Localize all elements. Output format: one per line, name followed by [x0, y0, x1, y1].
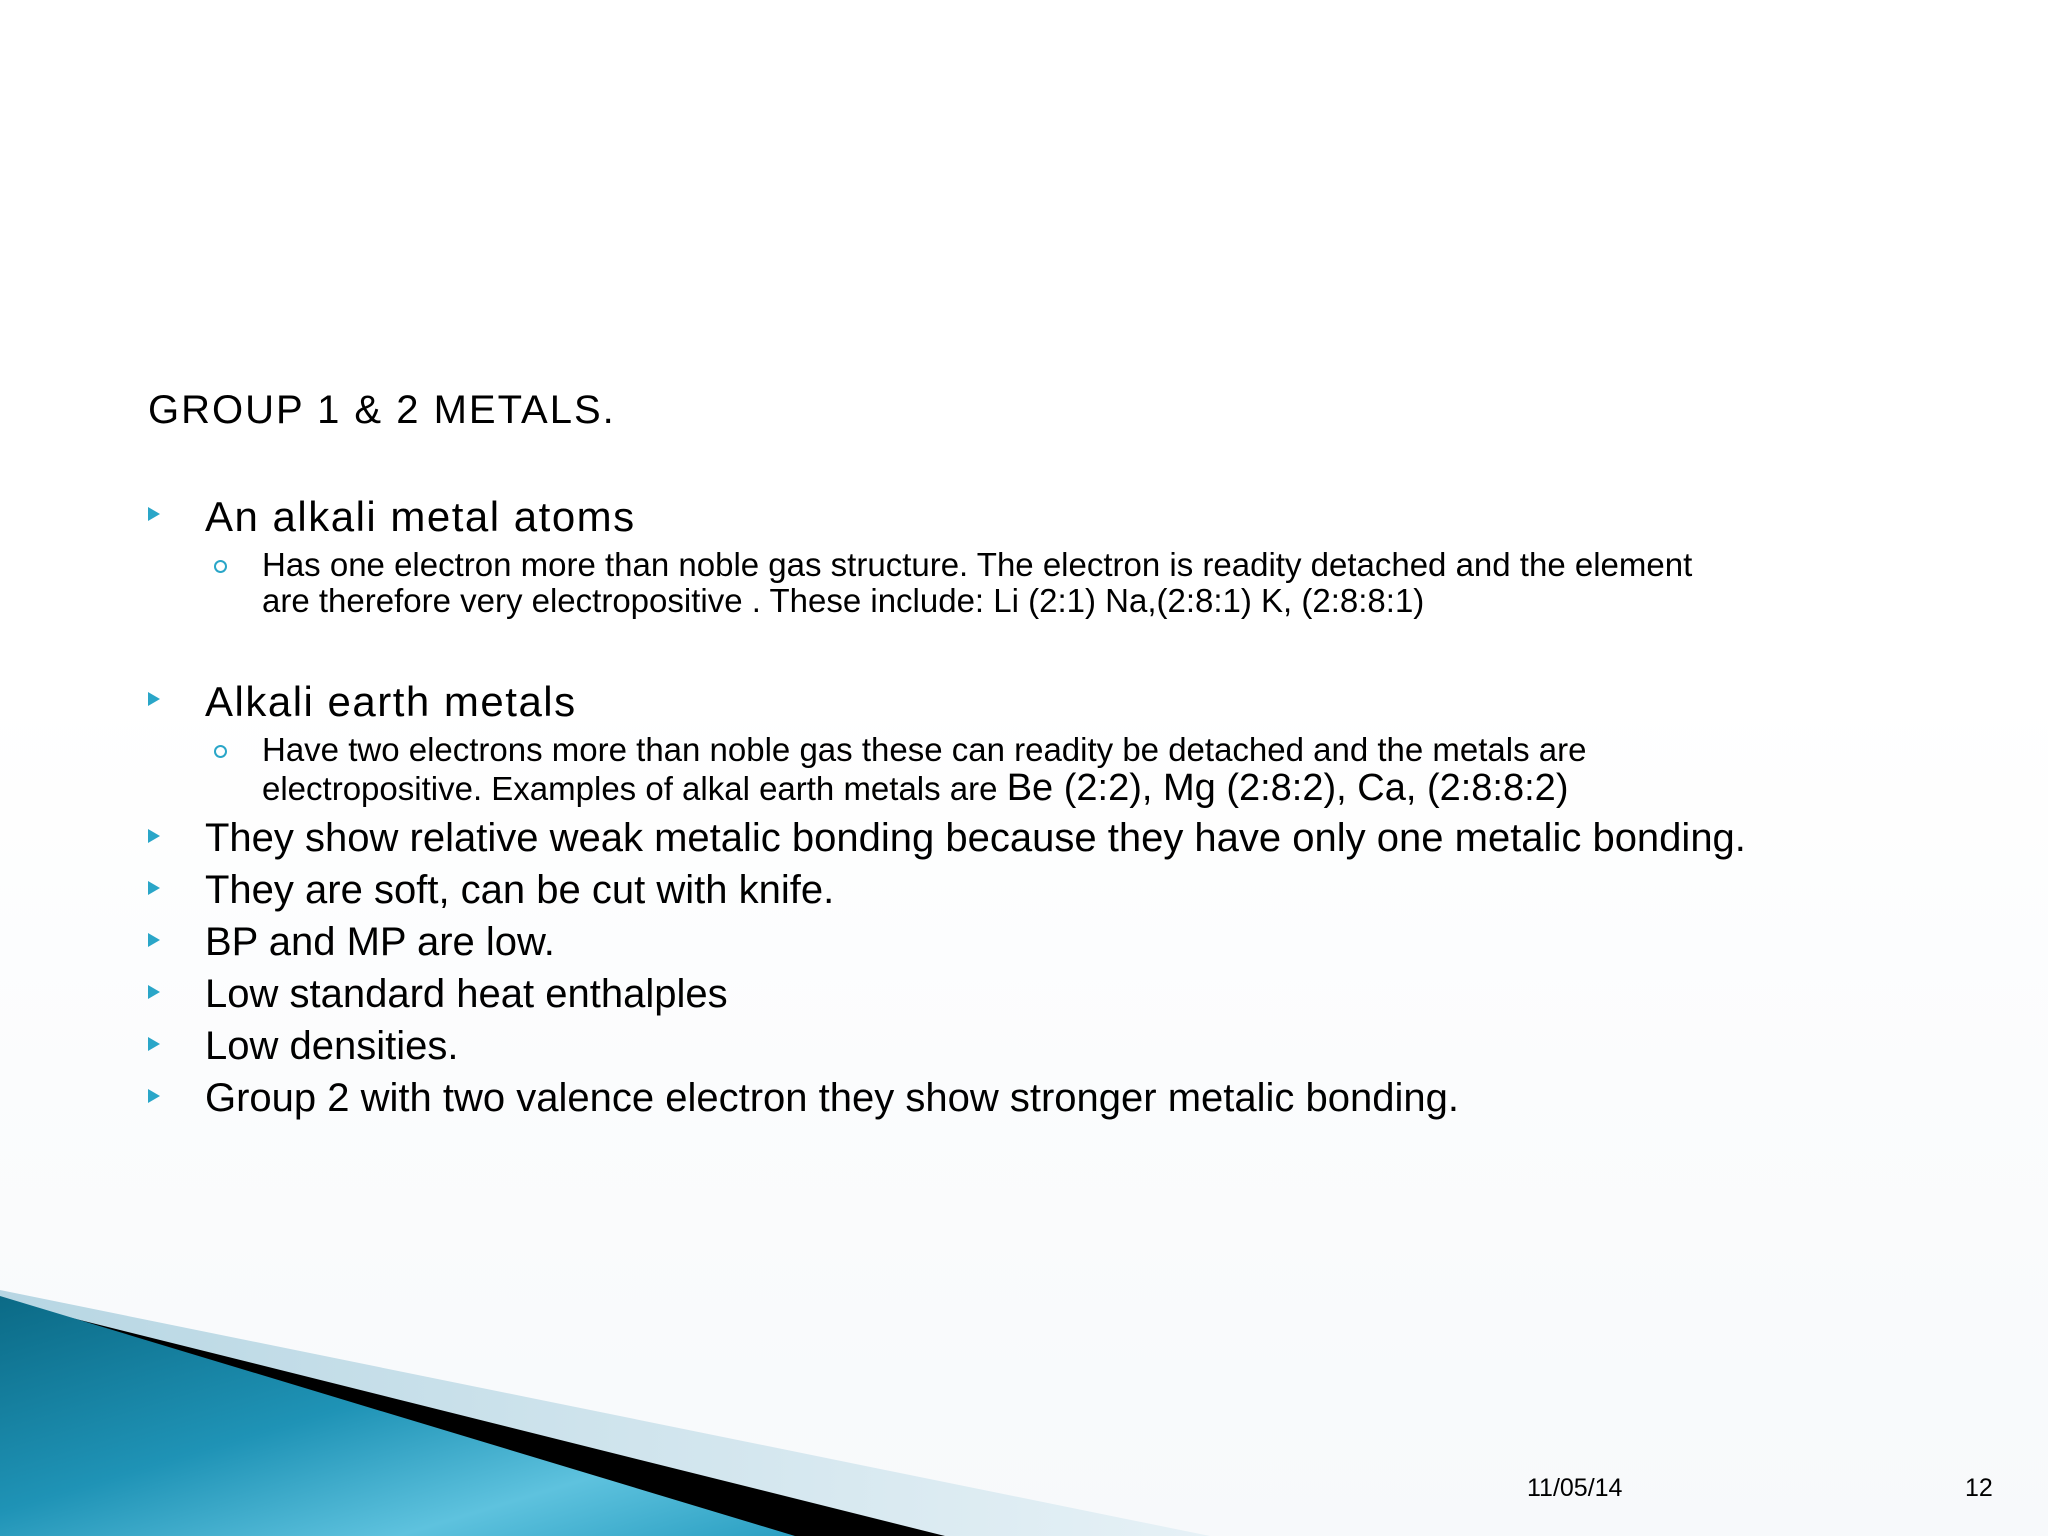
bullet-item: [148, 814, 2008, 862]
bullet-text: BP and MP are low.: [205, 920, 555, 964]
bullet-item: [148, 1022, 2008, 1070]
triangle-bullet-icon: [148, 692, 160, 706]
sub-bullet-item-alkali-metal: [214, 547, 2014, 619]
ring-bullet-icon: [214, 560, 227, 573]
sub-bullet-line: are therefore very electropositive . These include: Li (2:1) Na,(2:8:1) K, (2:8:8:1): [262, 582, 1425, 619]
triangle-bullet-icon: [148, 1089, 160, 1103]
sub-bullet-item-alkali-earth: [214, 732, 2014, 810]
triangle-bullet-icon: [148, 829, 160, 843]
section-heading: An alkali metal atoms: [205, 493, 636, 540]
triangle-bullet-icon: [148, 985, 160, 999]
bullet-text: Low densities.: [205, 1024, 459, 1068]
bullet-item-alkali-earth: [148, 677, 2008, 727]
sub-bullet-line: Have two electrons more than noble gas these can readity be detached and the metals are: [262, 731, 1587, 768]
bullet-item: [148, 1074, 2008, 1122]
bullet-text: They show relative weak metalic bonding because they have only one metalic bonding.: [205, 816, 1746, 860]
triangle-bullet-icon: [148, 507, 160, 521]
section-heading: Alkali earth metals: [205, 678, 577, 725]
sub-bullet-line: Has one electron more than noble gas structure. The electron is readity detached and the element: [262, 546, 1693, 583]
footer-date: 11/05/14: [1527, 1474, 1623, 1502]
triangle-bullet-icon: [148, 1037, 160, 1051]
ring-bullet-icon: [214, 745, 227, 758]
bullet-text: They are soft, can be cut with knife.: [205, 868, 835, 912]
bullet-item: [148, 918, 2008, 966]
electron-configurations: Be (2:2), Mg (2:8:2), Ca, (2:8:8:2): [1006, 767, 1569, 809]
bullet-text: Low standard heat enthalples: [205, 972, 728, 1016]
sub-bullet-text-small: electropositive. Examples of alkal earth metals are: [262, 770, 1007, 807]
page-number: 12: [1965, 1474, 1993, 1502]
bullet-text: Group 2 with two valence electron they show stronger metalic bonding.: [205, 1076, 1460, 1120]
bullet-item: [148, 970, 2008, 1018]
blue-wedge-shape: [0, 1296, 795, 1536]
sub-bullet-line: [262, 767, 1569, 809]
bullet-item-alkali-metal: [148, 492, 2008, 542]
slide-title: GROUP 1 & 2 METALS.: [148, 388, 616, 432]
triangle-bullet-icon: [148, 881, 160, 895]
bullet-item: [148, 866, 2008, 914]
triangle-bullet-icon: [148, 933, 160, 947]
